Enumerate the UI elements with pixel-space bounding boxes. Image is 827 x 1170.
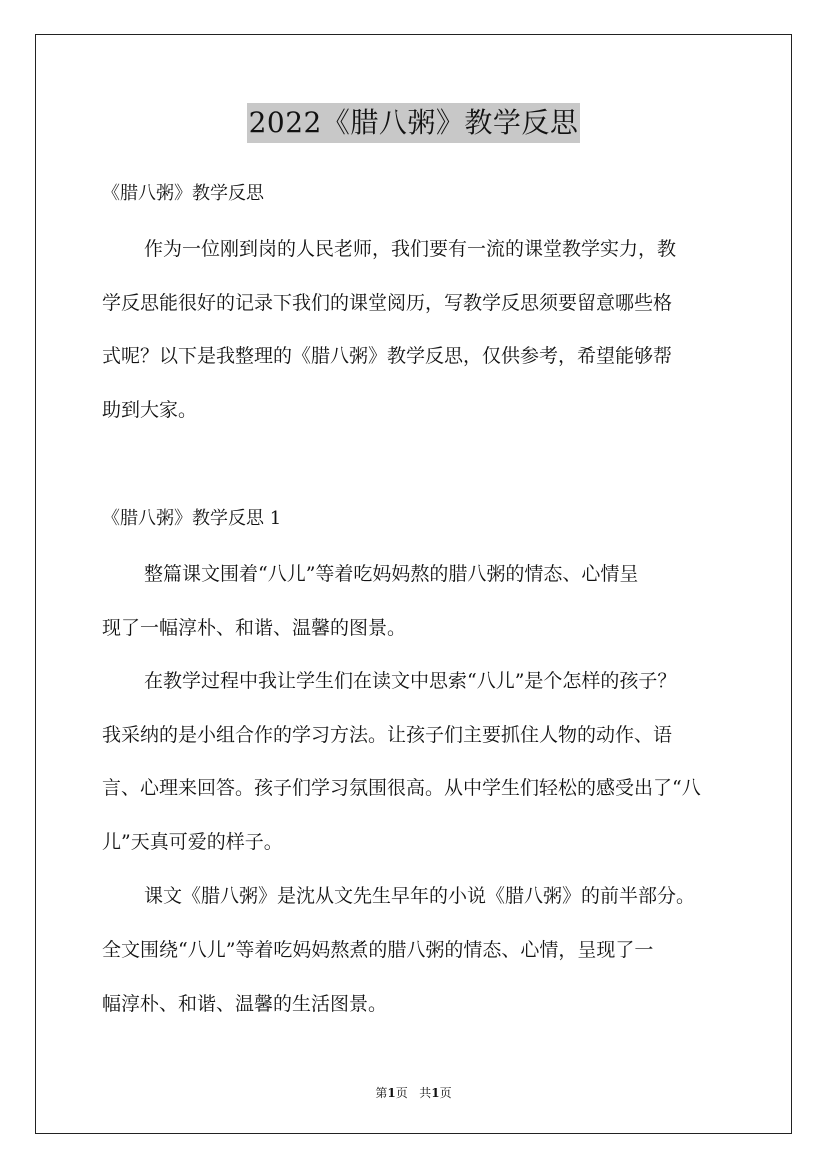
footer-page-prefix: 第 (375, 1086, 388, 1100)
p1-line-2: 现了一幅淳朴、和谐、温馨的图景。 (102, 617, 407, 639)
intro-line-3: 式呢？以下是我整理的《腊八粥》教学反思，仅供参考，希望能够帮 (102, 345, 673, 367)
p2-line-3: 言、心理来回答。孩子们学习氛围很高。从中学生们轻松的感受出了“八 (102, 777, 701, 799)
footer-total-number: 1 (431, 1086, 440, 1100)
document-title: 2022《腊八粥》教学反思 (247, 103, 581, 143)
footer-page-number: 1 (387, 1086, 396, 1100)
p2-line-2: 我采纳的是小组合作的学习方法。让孩子们主要抓住人物的动作、语 (102, 724, 673, 746)
p3-line-2: 全文围绕“八儿”等着吃妈妈熬煮的腊八粥的情态、心情，呈现了一 (102, 939, 654, 961)
footer-total-suffix: 页 (439, 1086, 452, 1100)
section1-heading: 《腊八粥》教学反思 1 (102, 508, 282, 529)
p1-line-1: 整篇课文围着“八儿”等着吃妈妈熬的腊八粥的情态、心情呈 (144, 563, 639, 585)
page-footer (0, 1085, 827, 1101)
intro-line-1: 作为一位刚到岗的人民老师，我们要有一流的课堂教学实力，教 (144, 238, 677, 260)
p3-line-1: 课文《腊八粥》是沈从文先生早年的小说《腊八粥》的前半部分。 (144, 885, 696, 907)
title-container (0, 103, 827, 143)
p2-line-4: 儿”天真可爱的样子。 (102, 831, 283, 853)
intro-line-2: 学反思能很好的记录下我们的课堂阅历，写教学反思须要留意哪些格 (102, 292, 673, 314)
section-heading: 《腊八粥》教学反思 (102, 183, 264, 204)
p3-line-3: 幅淳朴、和谐、温馨的生活图景。 (102, 993, 388, 1015)
footer-page-suffix: 页 (395, 1086, 408, 1100)
p2-line-1: 在教学过程中我让学生们在读文中思索“八儿”是个怎样的孩子？ (144, 670, 677, 692)
footer-total-prefix: 共 (419, 1086, 432, 1100)
intro-line-4: 助到大家。 (102, 399, 198, 421)
